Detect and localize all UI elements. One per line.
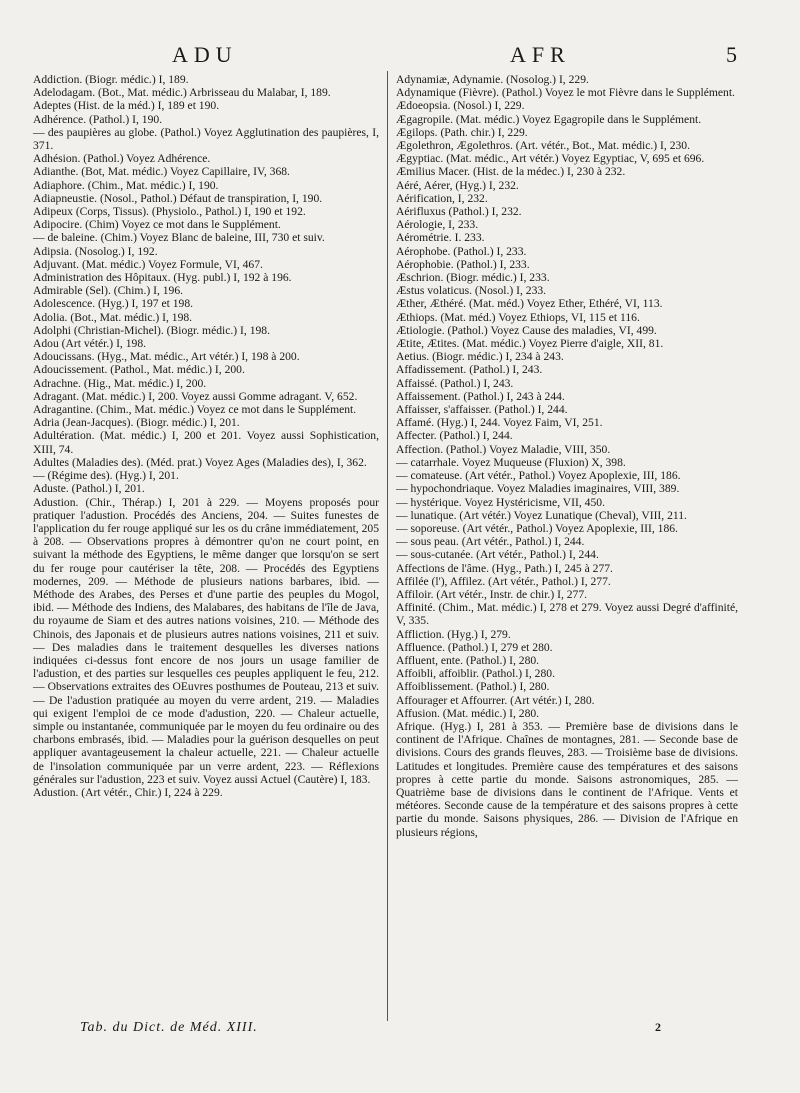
index-entry: Æmilius Macer. (Hist. de la médec.) I, 230 à 232.: [396, 165, 626, 179]
index-entry: Ædoeopsia. (Nosol.) I, 229.: [396, 99, 525, 113]
index-entry: Ægolethron, Ægolethros. (Art. vétér., Bot., Mat. médic.) I, 230.: [396, 139, 690, 153]
index-entry: — lunatique. (Art vétér.) Voyez Lunatique (Cheval), VIII, 211.: [396, 508, 687, 522]
index-entry: Aetius. (Biogr. médic.) I, 234 à 243.: [396, 350, 564, 364]
index-entry: Affoiblissement. (Pathol.) I, 280.: [396, 680, 550, 694]
index-entry: Affaissement. (Pathol.) I, 243 à 244.: [396, 389, 565, 403]
index-entry: Adhésion. (Pathol.) Voyez Adhérence.: [33, 152, 211, 166]
signature-mark: 2: [655, 1020, 661, 1034]
index-entry: Adhérence. (Pathol.) I, 190.: [33, 112, 163, 126]
index-entry: Æstus volaticus. (Nosol.) I, 233.: [396, 284, 547, 298]
index-entry: Addiction. (Biogr. médic.) I, 189.: [33, 73, 189, 86]
left-column: [33, 73, 379, 799]
index-entry: Adolescence. (Hyg.) I, 197 et 198.: [33, 297, 194, 311]
index-entry: Aérophobe. (Pathol.) I, 233.: [396, 244, 527, 258]
index-entry: — hystérique. Voyez Hystéricisme, VII, 450.: [396, 495, 605, 509]
index-entry: Affusion. (Mat. médic.) I, 280.: [396, 706, 540, 720]
index-entry: — des paupières au globe. (Pathol.) Voyez Agglutination des paupières, I, 371.: [33, 125, 379, 153]
index-entry: Æther, Æthéré. (Mat. méd.) Voyez Ether, Ethéré, VI, 113.: [396, 297, 663, 311]
index-entry: Affourager et Affourrer. (Art vétér.) I, 280.: [396, 693, 595, 707]
index-entry: — hypochondriaque. Voyez Maladies imaginaires, VIII, 389.: [396, 482, 680, 496]
index-entry: Adragant. (Mat. médic.) I, 200. Voyez aussi Gomme adragant. V, 652.: [33, 389, 358, 403]
index-entry: Ætiologie. (Pathol.) Voyez Cause des maladies, VI, 499.: [396, 323, 657, 337]
index-entry: Aéré, Aérer, (Hyg.) I, 232.: [396, 178, 519, 192]
index-entry: — catarrhale. Voyez Muqueuse (Fluxion) X, 398.: [396, 455, 626, 469]
index-entry: Affluence. (Pathol.) I, 279 et 280.: [396, 640, 553, 654]
index-entry: Adelodagam. (Bot., Mat. médic.) Arbrisseau du Malabar, I, 189.: [33, 86, 331, 100]
index-entry: Aérification, I, 232.: [396, 191, 488, 205]
index-entry: Adynamique (Fièvre). (Pathol.) Voyez le mot Fièvre dans le Supplément.: [396, 86, 735, 100]
index-entry: Affecter. (Pathol.) I, 244.: [396, 429, 513, 443]
index-entry: Affadissement. (Pathol.) I, 243.: [396, 363, 543, 377]
index-entry: — soporeuse. (Art vétér., Pathol.) Voyez Apoplexie, III, 186.: [396, 521, 678, 535]
footer-title: Tab. du Dict. de Méd. XIII.: [80, 1020, 258, 1035]
index-entry: Affilée (l'), Affilez. (Art vétér., Pathol.) I, 277.: [396, 574, 611, 588]
index-entry: Adria (Jean-Jacques). (Biogr. médic.) I, 201.: [33, 416, 240, 430]
index-entry: Aérologie, I, 233.: [396, 218, 479, 232]
index-entry: Adipocire. (Chim) Voyez ce mot dans le Supplément.: [33, 218, 281, 232]
index-entry: Affiloir. (Art vétér., Instr. de chir.) I, 277.: [396, 587, 588, 601]
index-entry: Æschrion. (Biogr. médic.) I, 233.: [396, 271, 550, 285]
index-entry: Adiapneustie. (Nosol., Pathol.) Défaut de transpiration, I, 190.: [33, 191, 323, 205]
index-entry: Affaissé. (Pathol.) I, 243.: [396, 376, 514, 390]
index-entry: Ægilops. (Path. chir.) I, 229.: [396, 125, 528, 139]
index-entry: Adultes (Maladies des). (Méd. prat.) Voyez Ages (Maladies des), I, 362.: [33, 455, 367, 469]
index-entry: Administration des Hôpitaux. (Hyg. publ.) I, 192 à 196.: [33, 271, 292, 285]
index-entry: — (Régime des). (Hyg.) I, 201.: [33, 469, 179, 483]
index-entry: Afrique. (Hyg.) I, 281 à 353. — Première base de divisions dans le continent de l'Afrique. Chaînes de montagnes, 281. — Seconde base de divisions. Cours des grands fleuves, 283. — Troisième base de divisions. Latitudes et longitudes. Première cause des températures et des saisons propres à cette partie du monde. Saisons astronomiques, 285. — Quatrième base de divisions dans le continent de l'Afrique. Vents et météores. Seconde cause de la température et des saisons propres à cette partie du monde. Saisons physiques, 286. — Division de l'Afrique en plusieurs régions,: [396, 719, 738, 839]
index-entry: Affoibli, affoiblir. (Pathol.) I, 280.: [396, 667, 555, 681]
index-entry: Affection. (Pathol.) Voyez Maladie, VIII, 350.: [396, 442, 611, 456]
index-entry: — sous peau. (Art vétér., Pathol.) I, 244.: [396, 535, 585, 549]
index-entry: Aduste. (Pathol.) I, 201.: [33, 482, 145, 496]
index-entry: Adipsia. (Nosolog.) I, 192.: [33, 244, 158, 258]
index-entry: Adustion. (Art vétér., Chir.) I, 224 à 229.: [33, 785, 223, 799]
index-entry: Adynamiæ, Adynamie. (Nosolog.) I, 229.: [396, 73, 589, 86]
index-entry: Aérométrie. I. 233.: [396, 231, 485, 245]
index-entry: Adiaphore. (Chim., Mat. médic.) I, 190.: [33, 178, 219, 192]
index-entry: Affinité. (Chim., Mat. médic.) I, 278 et 279. Voyez aussi Degré d'affinité, V, 335.: [396, 601, 738, 628]
index-entry: Ægagropile. (Mat. médic.) Voyez Egagropile dans le Supplément.: [396, 112, 702, 126]
index-entry: Adustion. (Chir., Thérap.) I, 201 à 229. — Moyens proposés pour pratiquer l'adustion. Procédés des Anciens, 204. — Suites funestes de l'application du fer rouge appliqué sur les os du crâne immédiatement, 205 à 208. — Observations propres à démontrer qu'on ne court point, en suivant la méthode des Egyptiens, le même danger que lorsqu'on se sert du fer rouge pour cautériser la tête, 208. — Procédés des Egyptiens modernes, 209. — Méthode de plusieurs nations barbares, ibid. — Méthode des Arabes, des Perses et d'une partie des peuples du Mogol, ibid. — Méthode des Indiens, des Malabares, des habitans de l'île de Java, du royaume de Siam et des autres nations voisines, 210. — Méthode des Chinois, des Japonais et de plusieurs autres nations voisines, 211 et suiv. — Des maladies dans le traitement desquelles les diverses nations indiquées ci-dessus font encore de nos jours un usage familier de l'adustion, et des parties sur lesquelles ces peuples appliquent le feu, 212. — Observations extraites des OEuvres posthumes de Pouteau, 213 et suiv. — De l'adustion pratiquée au moyen du verre ardent, 219. — Maladies qui exigent l'emploi de ce mode d'adustion, 220. — Chaleur actuelle, simple ou instantanée, communiquée par le moyen du feu ordinaire ou des charbons embrasés, ibid. — Maladies pour la guérison desquelles on peut appliquer avantageusement la chaleur actuelle, 221. — Chaleur actuelle de l'insolation communiquée par un verre ardent, 223. — Réflexions générales sur l'adustion, 223 et suiv. Voyez aussi Actuel (Cautère) I, 183.: [33, 495, 379, 786]
index-entry: Admirable (Sel). (Chim.) I, 196.: [33, 284, 184, 298]
running-head-right: AFR: [510, 42, 571, 67]
index-entry: Adipeux (Corps, Tissus). (Physiolo., Pathol.) I, 190 et 192.: [33, 205, 306, 219]
index-entry: Ægyptiac. (Mat. médic., Art vétér.) Voyez Egyptiac, V, 695 et 696.: [396, 152, 705, 166]
page-number: 5: [726, 42, 737, 67]
index-entry: Adolia. (Bot., Mat. médic.) I, 198.: [33, 310, 193, 324]
index-entry: — de baleine. (Chim.) Voyez Blanc de baleine, III, 730 et suiv.: [33, 231, 325, 245]
index-entry: — sous-cutanée. (Art vétér., Pathol.) I, 244.: [396, 548, 599, 562]
running-head-left: ADU: [172, 42, 238, 67]
index-entry: Adianthe. (Bot, Mat. médic.) Voyez Capillaire, IV, 368.: [33, 165, 290, 179]
index-entry: Adoucissans. (Hyg., Mat. médic., Art vétér.) I, 198 à 200.: [33, 350, 300, 364]
index-entry: Affections de l'âme. (Hyg., Path.) I, 245 à 277.: [396, 561, 613, 575]
index-entry: Aérophobie. (Pathol.) I, 233.: [396, 257, 530, 271]
index-entry: Affaisser, s'affaisser. (Pathol.) I, 244.: [396, 403, 568, 417]
index-entry: Ætite, Ætites. (Mat. médic.) Voyez Pierre d'aigle, XII, 81.: [396, 337, 664, 351]
right-column: [396, 73, 738, 839]
index-entry: Æthiops. (Mat. méd.) Voyez Ethiops, VI, 115 et 116.: [396, 310, 640, 324]
index-entry: Affliction. (Hyg.) I, 279.: [396, 627, 511, 641]
index-entry: Affamé. (Hyg.) I, 244. Voyez Faim, VI, 251.: [396, 416, 603, 430]
index-entry: Adrachne. (Hig., Mat. médic.) I, 200.: [33, 376, 207, 390]
index-entry: Adultération. (Mat. médic.) I, 200 et 201. Voyez aussi Sophistication, XIII, 74.: [33, 429, 379, 456]
index-entry: — comateuse. (Art vétér., Pathol.) Voyez Apoplexie, III, 186.: [396, 469, 681, 483]
index-entry: Affluent, ente. (Pathol.) I, 280.: [396, 653, 540, 667]
index-entry: Adou (Art vétér.) I, 198.: [33, 337, 147, 351]
index-entry: Adolphi (Christian-Michel). (Biogr. médic.) I, 198.: [33, 323, 270, 337]
column-divider: [387, 71, 388, 1021]
index-entry: Adeptes (Hist. de la méd.) I, 189 et 190.: [33, 99, 220, 113]
index-entry: Adjuvant. (Mat. médic.) Voyez Formule, VI, 467.: [33, 257, 263, 271]
index-entry: Adragantine. (Chim., Mat. médic.) Voyez ce mot dans le Supplément.: [33, 403, 357, 417]
index-entry: Aérifluxus (Pathol.) I, 232.: [396, 205, 522, 219]
index-entry: Adoucissement. (Pathol., Mat. médic.) I, 200.: [33, 363, 245, 377]
